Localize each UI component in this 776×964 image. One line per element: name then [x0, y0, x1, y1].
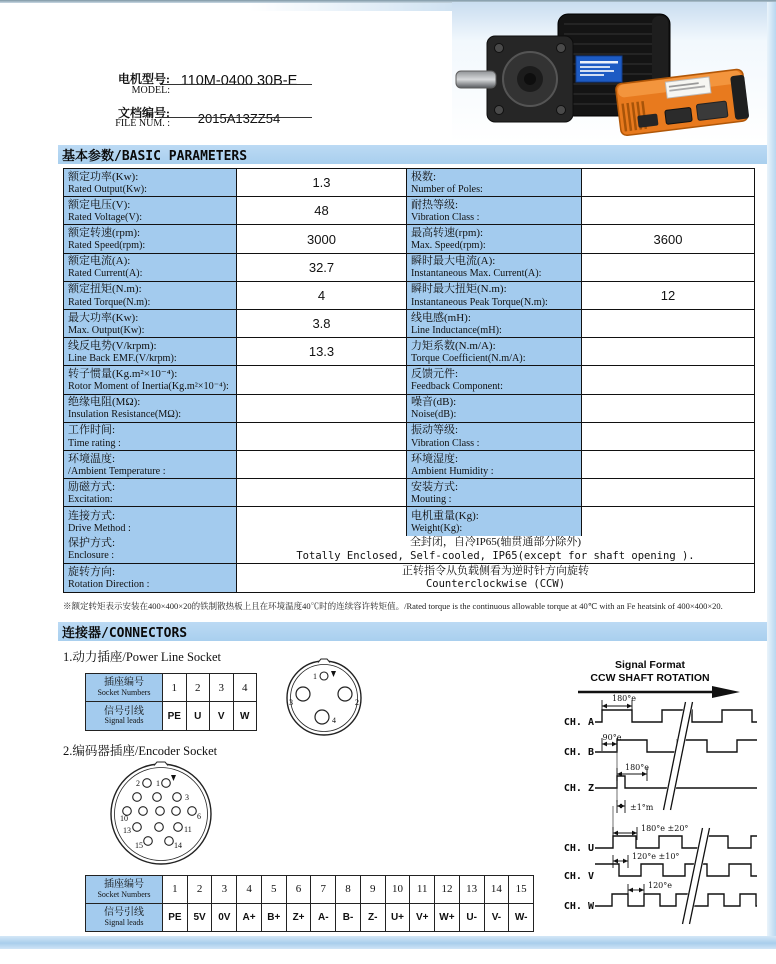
product-photo [452, 2, 776, 142]
socket-number-cells [163, 876, 533, 904]
driver-port [696, 101, 728, 121]
rotation-value-zh: 正转指令从负载侧看为逆时针方向旋转 [402, 564, 589, 577]
power-socket-pin-table [85, 673, 257, 731]
socket-number-cell: 10 [386, 876, 411, 903]
param-label-en: Max. Speed(rpm): [411, 240, 486, 252]
param-value-right [582, 197, 754, 225]
param-label-left [64, 366, 237, 394]
encoder-pin [139, 807, 148, 816]
param-label-en: Drive Method : [68, 522, 131, 534]
param-label-en: Vibration Class : [411, 437, 480, 449]
header-en: Socket Numbers [97, 889, 151, 899]
section-title: 基本参数/BASIC PARAMETERS [62, 149, 248, 164]
param-label-zh: 线反电势(V/krpm): [68, 339, 157, 352]
signal-lead-cell: B+ [262, 904, 287, 932]
rotation-row [64, 564, 754, 592]
socket-number-cell: 11 [410, 876, 435, 903]
waveform-trace [595, 894, 757, 906]
header-en: Signal leads [104, 716, 144, 726]
param-label-zh: 额定转速(rpm): [68, 227, 141, 240]
encoder-pin [162, 779, 171, 788]
model-label-zh: 电机型号: [118, 72, 170, 86]
param-label-en: Line Inductance(mH): [411, 324, 502, 336]
param-row [64, 169, 754, 197]
param-row [64, 254, 754, 282]
param-value-right [582, 338, 754, 366]
param-label-zh: 瞬时最大扭矩(N.m): [411, 283, 507, 296]
param-label-zh: 连接方式: [68, 509, 116, 522]
param-label-en: Time rating : [68, 437, 121, 449]
param-value-right [582, 254, 754, 282]
param-value-left [237, 479, 407, 507]
page-bottom-border [0, 936, 776, 949]
signal-lead-cell: PE [163, 702, 187, 730]
signal-lead-cell: U [187, 702, 211, 730]
section-title: 连接器/CONNECTORS [62, 626, 188, 641]
param-value-right [582, 310, 754, 338]
param-label-left [64, 310, 237, 338]
dimension-label: 180°e ±20° [641, 824, 689, 833]
param-label-en: /Ambient Temperature : [68, 465, 166, 477]
encoder-pin [188, 807, 197, 816]
param-label-right [407, 338, 582, 366]
signal-lead-cell: W [240, 710, 250, 722]
param-label-en: Feedback Component: [411, 381, 503, 393]
param-label-en: Rated Current(A): [68, 268, 143, 280]
param-label-zh: 线电感(mH): [411, 311, 471, 324]
param-row [64, 423, 754, 451]
param-label-en: Instantaneous Max. Current(A): [411, 268, 542, 280]
encoder-pin-label: 2 [136, 779, 140, 788]
signal-lead-cell: PE [163, 904, 188, 932]
param-label-zh: 额定电流(A): [68, 255, 131, 268]
signal-lead-cell: W+ [435, 904, 460, 932]
param-label-en: Instantaneous Peak Torque(N.m): [411, 296, 548, 308]
param-label-en: Max. Output(Kw): [68, 324, 145, 336]
param-label-zh: 反馈元件: [411, 368, 459, 381]
param-label-right [407, 254, 582, 282]
param-label-right [407, 197, 582, 225]
encoder-pin [156, 807, 165, 816]
guide-lines [613, 748, 617, 830]
signal-lead-cell: A- [311, 904, 336, 932]
signal-lead-cell: Z+ [287, 904, 312, 932]
break-marks [664, 702, 710, 924]
model-underline [160, 84, 312, 85]
param-row [64, 507, 754, 535]
param-label-left [64, 338, 237, 366]
param-label-left [64, 282, 237, 310]
param-label-en: Ambient Humidity : [411, 465, 494, 477]
param-value-left: 13.3 [237, 338, 407, 366]
param-label-left [64, 507, 237, 535]
param-label-right [407, 282, 582, 310]
param-label-zh: 绝缘电阻(MΩ): [68, 396, 141, 409]
encoder-pin [153, 793, 162, 802]
signal-lead-cell: V [210, 702, 234, 730]
channel-label: CH. B [563, 747, 594, 758]
signal-lead-cell: Z- [361, 904, 386, 932]
param-label-en: Excitation: [68, 494, 113, 506]
param-value-left: 4 [237, 282, 407, 310]
param-label-en: Rated Output(Kw): [68, 183, 147, 195]
socket-number-cell: 13 [460, 876, 485, 903]
key-mark-icon [331, 671, 336, 677]
param-value-left [237, 395, 407, 423]
param-row [64, 366, 754, 394]
pin-label: 4 [332, 716, 336, 725]
param-row [64, 479, 754, 507]
channel-label: CH. A [563, 717, 594, 728]
power-pin-1 [320, 672, 328, 680]
top-fade-band [250, 3, 455, 11]
header-zh: 信号引线 [104, 907, 144, 919]
param-row [64, 451, 754, 479]
socket-number-cell: 5 [262, 876, 287, 903]
file-number-value: 2015A13ZZ54 [197, 111, 281, 126]
encoder-socket-pin-table [85, 875, 534, 932]
param-label-en: Rotation Direction : [68, 579, 150, 591]
section-header-basic-parameters [58, 145, 770, 164]
param-value-left: 32.7 [237, 254, 407, 282]
param-label-zh: 保护方式: [68, 537, 116, 550]
socket-number-cell: 6 [287, 876, 312, 903]
signal-lead-cell: V- [485, 904, 510, 932]
enclosure-value-en: Totally Enclosed, Self-cooled, IP65(except for shaft opening ). [296, 549, 695, 562]
param-label-zh: 励磁方式: [68, 480, 116, 493]
header-en: Socket Numbers [97, 687, 151, 697]
file-underline [155, 117, 312, 118]
param-value-right [582, 395, 754, 423]
channel-label: CH. W [563, 901, 594, 912]
signal-format-title: Signal Format [614, 659, 686, 671]
param-label-en: Noise(dB): [411, 409, 457, 421]
param-row [64, 338, 754, 366]
pin-label: 1 [313, 672, 317, 681]
param-row [64, 310, 754, 338]
section-header-connectors [58, 622, 770, 641]
signal-lead-cell: V+ [410, 904, 435, 932]
param-label-left [64, 451, 237, 479]
socket-number-cell: 12 [435, 876, 460, 903]
motor-nameplate [576, 56, 622, 82]
socket-number-cell: 9 [361, 876, 386, 903]
socket-number-cell: 1 [163, 876, 188, 903]
dimension-label: 180°e [624, 763, 650, 772]
basic-parameters-table [63, 168, 755, 593]
key-mark-icon [171, 775, 176, 781]
enclosure-label [64, 536, 237, 564]
param-value-left [237, 366, 407, 394]
encoder-pin [144, 837, 153, 846]
param-label-en: Rotor Moment of Inertia(Kg.m²×10⁻⁴): [68, 381, 229, 393]
param-label-zh: 耐热等级: [411, 198, 459, 211]
signal-leads-header [86, 702, 163, 730]
param-row [64, 282, 754, 310]
param-label-zh: 工作时间: [68, 424, 116, 437]
param-label-en: Enclosure : [68, 550, 115, 562]
signal-lead-cell: B- [336, 904, 361, 932]
enclosure-value-zh: 全封闭，自冷IP65(轴贯通部分除外) [409, 535, 582, 548]
param-label-zh: 瞬时最大电流(A): [411, 255, 496, 268]
socket-number-cell: 3 [210, 674, 234, 701]
param-label-zh: 极数: [411, 170, 437, 183]
socket-number-cell: 4 [237, 876, 262, 903]
socket-number-cell: 7 [311, 876, 336, 903]
encoder-pin [143, 779, 152, 788]
param-label-right [407, 451, 582, 479]
encoder-pins [120, 779, 201, 850]
param-label-left [64, 169, 237, 197]
param-value-right [582, 423, 754, 451]
header-zh: 插座编号 [104, 879, 144, 891]
model-label-en: MODEL: [131, 85, 170, 96]
socket-number-cell: 4 [242, 681, 248, 694]
power-socket-title: 1.动力插座/Power Line Socket [63, 650, 221, 664]
socket-number-cell: 15 [515, 883, 527, 896]
param-label-right [407, 169, 582, 197]
param-label-en: Torque Coefficient(N.m/A): [411, 353, 526, 365]
param-label-en: Rated Speed(rpm): [68, 240, 146, 252]
page-right-border [767, 2, 776, 949]
param-label-left [64, 254, 237, 282]
param-label-en: Rated Voltage(V): [68, 212, 143, 224]
param-value-left: 3000 [237, 225, 407, 253]
header-zh: 信号引线 [104, 705, 144, 717]
param-label-en: Number of Poles: [411, 183, 483, 195]
signal-lead-cell: A+ [237, 904, 262, 932]
dimension-label: ±1°m [630, 803, 654, 812]
param-label-zh: 最大功率(Kw): [68, 311, 139, 324]
param-value-left [237, 423, 407, 451]
param-label-right [407, 395, 582, 423]
param-value-left [237, 451, 407, 479]
encoder-pin [133, 793, 142, 802]
dimension-annotations [602, 694, 688, 897]
dimension-label: 180°e [611, 694, 637, 703]
param-value-right [582, 507, 754, 535]
encoder-pin [174, 823, 183, 832]
param-value-left: 3.8 [237, 310, 407, 338]
dimension-label: 120°e [648, 881, 673, 890]
param-value-right: 12 [582, 282, 754, 310]
channel-label: CH. V [563, 871, 594, 882]
channel-label: CH. Z [563, 783, 594, 794]
socket-numbers-header [86, 876, 163, 904]
param-label-left [64, 395, 237, 423]
param-label-zh: 振动等级: [411, 424, 459, 437]
rotation-value [237, 564, 754, 592]
encoder-pin-label: 3 [185, 793, 189, 802]
enclosure-row [64, 536, 754, 564]
socket-numbers-header [86, 674, 163, 702]
param-label-en: Vibration Class : [411, 212, 480, 224]
param-label-right [407, 423, 582, 451]
socket-number-cells [163, 674, 256, 702]
rotation-value-en: Counterclockwise (CCW) [425, 578, 566, 591]
encoder-socket-title: 2.编码器插座/Encoder Socket [63, 744, 218, 758]
signal-lead-cells [163, 904, 533, 932]
dimension-label: 120°e ±10° [632, 852, 680, 861]
param-label-left [64, 197, 237, 225]
encoder-pin-label: 14 [174, 841, 182, 850]
power-pin-3 [296, 687, 310, 701]
signal-lead-cell: 5V [188, 904, 213, 932]
param-row [64, 197, 754, 225]
param-label-zh: 额定电压(V): [68, 198, 131, 211]
param-label-zh: 转子惯量(Kg.m²×10⁻⁴): [68, 368, 178, 381]
encoder-pin-label: 15 [135, 841, 143, 850]
param-label-en: Weight(Kg): [411, 522, 463, 534]
param-label-zh: 电机重量(Kg): [411, 509, 479, 522]
param-value-right: 3600 [582, 225, 754, 253]
signal-leads-header [86, 904, 163, 932]
socket-number-cell: 2 [188, 876, 213, 903]
file-label-zh: 文档编号: [118, 106, 170, 120]
encoder-pin-label: 11 [184, 825, 192, 834]
power-socket-diagram [283, 656, 375, 742]
param-label-right [407, 479, 582, 507]
motor-shaft [456, 71, 496, 88]
dimension-label: 90°e [602, 733, 622, 742]
encoder-pin [133, 823, 142, 832]
ccw-rotation-subtitle: CCW SHAFT ROTATION [590, 672, 710, 684]
model-value: 110M-0400 30B-E [180, 73, 298, 89]
socket-number-cell: 2 [187, 674, 211, 701]
channel-label: CH. U [563, 843, 594, 854]
pin-label: 2 [355, 698, 359, 707]
param-label-zh: 环境湿度: [411, 452, 459, 465]
waveform-trace [595, 836, 757, 848]
param-row [64, 395, 754, 423]
socket-key-notch [318, 659, 330, 663]
signal-format-diagram [530, 648, 776, 940]
encoder-pin [155, 823, 164, 832]
param-label-zh: 力矩系数(N.m/A): [411, 339, 496, 352]
param-value-right [582, 366, 754, 394]
socket-number-cell: 8 [336, 876, 361, 903]
rotation-direction-arrow-icon [578, 686, 740, 698]
socket-number-cell: 1 [163, 674, 187, 701]
signal-lead-cell: U- [460, 904, 485, 932]
param-label-left [64, 423, 237, 451]
param-label-zh: 最高转速(rpm): [411, 227, 484, 240]
encoder-pin-label: 6 [197, 812, 201, 821]
param-value-right [582, 451, 754, 479]
param-label-zh: 安装方式: [411, 480, 459, 493]
encoder-pin-label: 13 [123, 826, 131, 835]
socket-key-notch [154, 762, 168, 766]
param-label-left [64, 479, 237, 507]
encoder-pin [173, 793, 182, 802]
header-zh: 插座编号 [104, 677, 144, 689]
param-value-left: 1.3 [237, 169, 407, 197]
rotation-label [64, 564, 237, 592]
enclosure-value [237, 536, 754, 564]
param-value-right [582, 169, 754, 197]
pin-label: 3 [289, 698, 293, 707]
waveform-trace [595, 864, 757, 876]
param-label-zh: 旋转方向: [68, 565, 116, 578]
encoder-pin-label: 10 [120, 814, 128, 823]
driver-port [665, 107, 693, 124]
signal-lead-cell: 0V [212, 904, 237, 932]
param-value-right [582, 479, 754, 507]
param-label-en: Rated Torque(N.m): [68, 296, 151, 308]
param-label-left [64, 225, 237, 253]
param-label-right [407, 225, 582, 253]
socket-number-cell: 14 [485, 876, 510, 903]
header-en: Signal leads [104, 917, 144, 927]
param-label-en: Insulation Resistance(MΩ): [68, 409, 182, 421]
encoder-pin [172, 807, 181, 816]
socket-number-cell: 3 [212, 876, 237, 903]
channel-labels [564, 717, 595, 912]
param-value-left [237, 507, 407, 535]
param-label-right [407, 366, 582, 394]
power-pin-4 [315, 710, 329, 724]
param-label-zh: 噪音(dB): [411, 396, 457, 409]
param-row [64, 225, 754, 253]
power-pin-2 [338, 687, 352, 701]
encoder-pin-label: 1 [156, 779, 160, 788]
signal-lead-cell: W- [514, 911, 528, 923]
encoder-pin [165, 837, 174, 846]
rated-torque-footnote: ※额定转矩表示安装在400×400×20的铁制散热板上且在环境温度40℃时的连续容许转矩值。/Rated torque is the continuous allowable torque at 40℃ with an Fe heatsink of 400×400×20. [63, 601, 723, 611]
param-label-en: Line Back EMF.(V/krpm): [68, 353, 177, 365]
param-value-left: 48 [237, 197, 407, 225]
param-label-zh: 环境温度: [68, 452, 116, 465]
waveform-trace [595, 710, 757, 722]
signal-lead-cell: U+ [386, 904, 411, 932]
param-label-en: Mouting : [411, 494, 452, 506]
param-label-right [407, 507, 582, 535]
param-label-right [407, 310, 582, 338]
param-label-zh: 额定扭矩(N.m): [68, 283, 142, 296]
file-label-en: FILE NUM. : [115, 118, 170, 129]
encoder-socket-diagram [104, 758, 222, 870]
signal-lead-cells [163, 702, 256, 730]
param-label-zh: 额定功率(Kw): [68, 170, 139, 183]
